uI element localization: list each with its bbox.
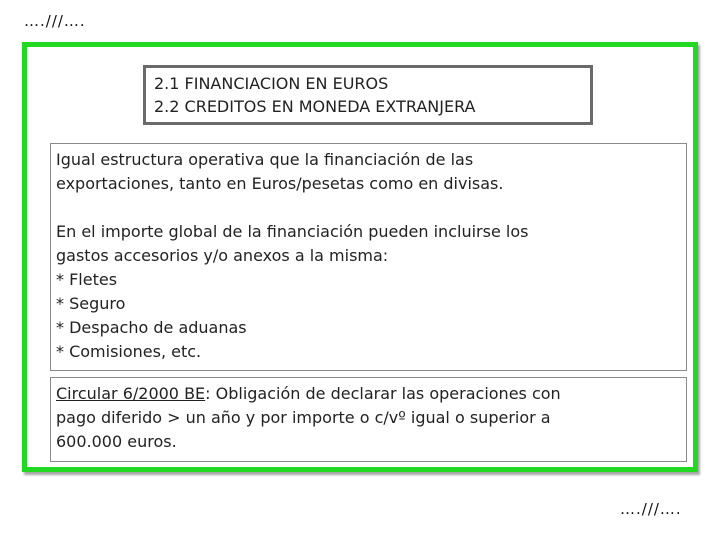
paragraph-2-line-1: En el importe global de la financiación pueden incluirse los <box>56 222 529 241</box>
bullet-item-despacho: * Despacho de aduanas <box>56 318 247 337</box>
circular-line-2: pago diferido > un año y por importe o c/vº igual o superior a <box>56 408 551 427</box>
circular-line-1 <box>56 382 686 406</box>
circular-box <box>50 377 687 462</box>
circular-reference-link[interactable]: Circular 6/2000 BE <box>56 384 206 403</box>
paragraph-1-line-1: Igual estructura operativa que la financiación de las <box>56 150 474 169</box>
continuation-marker-bottom: ….///…. <box>620 500 682 518</box>
paragraph-spacer <box>56 196 686 220</box>
circular-line-1-text: : Obligación de declarar las operaciones con <box>205 384 561 403</box>
circular-line-3: 600.000 euros. <box>56 432 177 451</box>
paragraph-2-line-2: gastos accesorios y/o anexos a la misma: <box>56 246 389 265</box>
paragraph-1-line-2: exportaciones, tanto en Euros/pesetas como en divisas. <box>56 174 504 193</box>
content-box <box>50 143 687 371</box>
bullet-item-fletes: * Fletes <box>56 270 118 289</box>
continuation-marker-top: ….///…. <box>24 12 86 30</box>
bullet-item-seguro: * Seguro <box>56 294 126 313</box>
title-line-2: 2.2 CREDITOS EN MONEDA EXTRANJERA <box>154 97 476 116</box>
bullet-item-comisiones: * Comisiones, etc. <box>56 342 202 361</box>
title-line-1: 2.1 FINANCIACION EN EUROS <box>154 74 389 93</box>
title-box <box>143 65 593 125</box>
